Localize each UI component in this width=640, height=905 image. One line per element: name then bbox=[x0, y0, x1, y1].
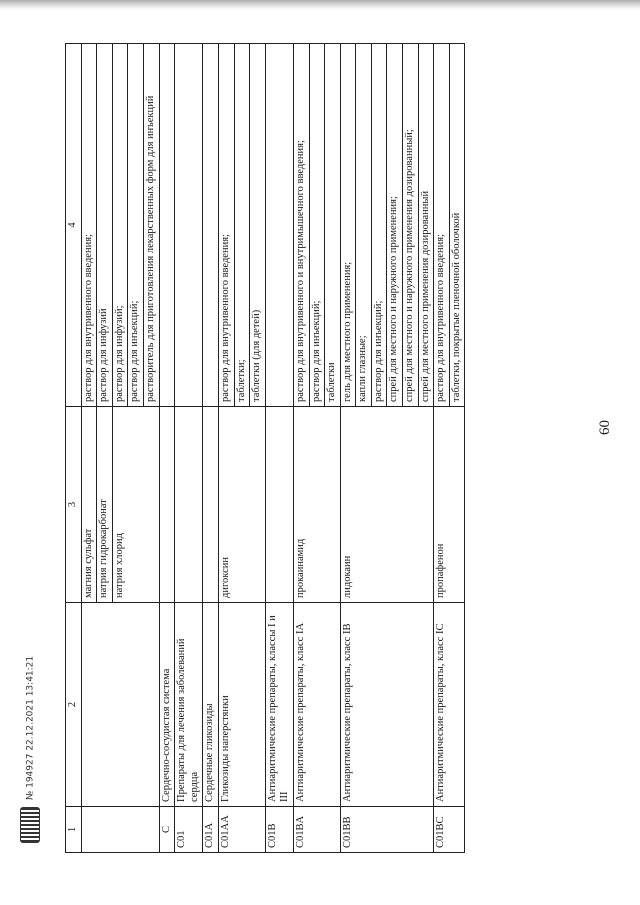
table-cell: раствор для внутривенного введения; bbox=[81, 44, 97, 407]
table-cell: C01BC bbox=[434, 807, 465, 853]
table-cell: таблетки bbox=[325, 44, 341, 407]
page-number: 60 bbox=[597, 420, 613, 435]
table-cell: таблетки, покрытые пленочной оболочкой bbox=[449, 44, 465, 407]
table-cell bbox=[81, 807, 159, 853]
table-cell: раствор для инъекций; bbox=[128, 44, 144, 407]
table-row bbox=[175, 44, 203, 853]
table-cell: спрей для местного и наружного применения; bbox=[387, 44, 403, 407]
table-cell: раствор для инъекций; bbox=[309, 44, 325, 407]
table-cell: растворитель для приготовления лекарственных форм для инъекций bbox=[143, 44, 159, 407]
table-row bbox=[203, 44, 219, 853]
table-cell: раствор для инфузий bbox=[97, 44, 113, 407]
table-cell: лидокаин bbox=[340, 407, 434, 603]
table-cell: спрей для местного и наружного применения дозированный; bbox=[403, 44, 419, 407]
table-cell: раствор для внутривенного и внутримышечного введения; bbox=[293, 44, 309, 407]
table-cell: раствор для инфузий; bbox=[112, 44, 128, 407]
table-cell: 1 bbox=[66, 807, 82, 853]
registry-seal-icon bbox=[20, 807, 40, 843]
table-cell: Гликозиды наперстянки bbox=[218, 603, 265, 807]
table-cell: 3 bbox=[66, 407, 82, 603]
table-row bbox=[340, 44, 356, 853]
table-row bbox=[81, 44, 97, 853]
table-cell: Антиаритмические препараты, класс IA bbox=[293, 603, 340, 807]
table-cell: таблетки (для детей) bbox=[250, 44, 266, 407]
table-cell: Препараты для лечения заболеваний сердца bbox=[175, 603, 203, 807]
table-cell: раствор для внутривенного введения; bbox=[218, 44, 234, 407]
table-cell: натрия гидрокарбонат bbox=[97, 407, 113, 603]
table-cell: 2 bbox=[66, 603, 82, 807]
table-cell: таблетки; bbox=[234, 44, 250, 407]
table-row bbox=[218, 44, 234, 853]
table-cell bbox=[159, 44, 175, 407]
table-body bbox=[66, 44, 465, 853]
table-cell: C01AA bbox=[218, 807, 265, 853]
table-cell: Сердечно-сосудистая система bbox=[159, 603, 175, 807]
table-cell: натрия хлорид bbox=[112, 407, 159, 603]
table-cell: Антиаритмические препараты, класс IB bbox=[340, 603, 434, 807]
table-row bbox=[159, 44, 175, 853]
drug-list-table bbox=[65, 43, 465, 853]
table-row bbox=[434, 44, 450, 853]
table-cell: C01BA bbox=[293, 807, 340, 853]
table-cell bbox=[265, 44, 293, 407]
table-cell: C01B bbox=[265, 807, 293, 853]
table-cell: 4 bbox=[66, 44, 82, 407]
table-cell: раствор для инъекций; bbox=[371, 44, 387, 407]
table-cell bbox=[159, 407, 175, 603]
table-cell: гель для местного применения; bbox=[340, 44, 356, 407]
table-cell: C01BB bbox=[340, 807, 434, 853]
table-cell: капли глазные; bbox=[356, 44, 372, 407]
footer-stamp-text: № 194927 22.12.2021 13:41:21 bbox=[25, 655, 36, 801]
table-cell: пропафенон bbox=[434, 407, 465, 603]
table-cell: магния сульфат bbox=[81, 407, 97, 603]
table-cell bbox=[81, 603, 159, 807]
table-cell: C01A bbox=[203, 807, 219, 853]
table-cell: раствор для внутривенного введения; bbox=[434, 44, 450, 407]
table-row bbox=[265, 44, 293, 853]
table-header-row bbox=[66, 44, 82, 853]
table-cell: Сердечные гликозиды bbox=[203, 603, 219, 807]
footer-stamp bbox=[20, 656, 40, 843]
table-cell bbox=[175, 44, 203, 407]
table-cell: C01 bbox=[175, 807, 203, 853]
table-cell bbox=[203, 407, 219, 603]
table-cell: Антиаритмические препараты, классы I и III bbox=[265, 603, 293, 807]
table-cell: Антиаритмические препараты, класс IC bbox=[434, 603, 465, 807]
table-cell bbox=[203, 44, 219, 407]
table-cell: прокаинамид bbox=[293, 407, 340, 603]
table-cell bbox=[175, 407, 203, 603]
table-cell: дигоксин bbox=[218, 407, 265, 603]
table-cell: спрей для местного применения дозированный bbox=[418, 44, 434, 407]
table-cell bbox=[265, 407, 293, 603]
table-cell: C bbox=[159, 807, 175, 853]
table-row bbox=[293, 44, 309, 853]
